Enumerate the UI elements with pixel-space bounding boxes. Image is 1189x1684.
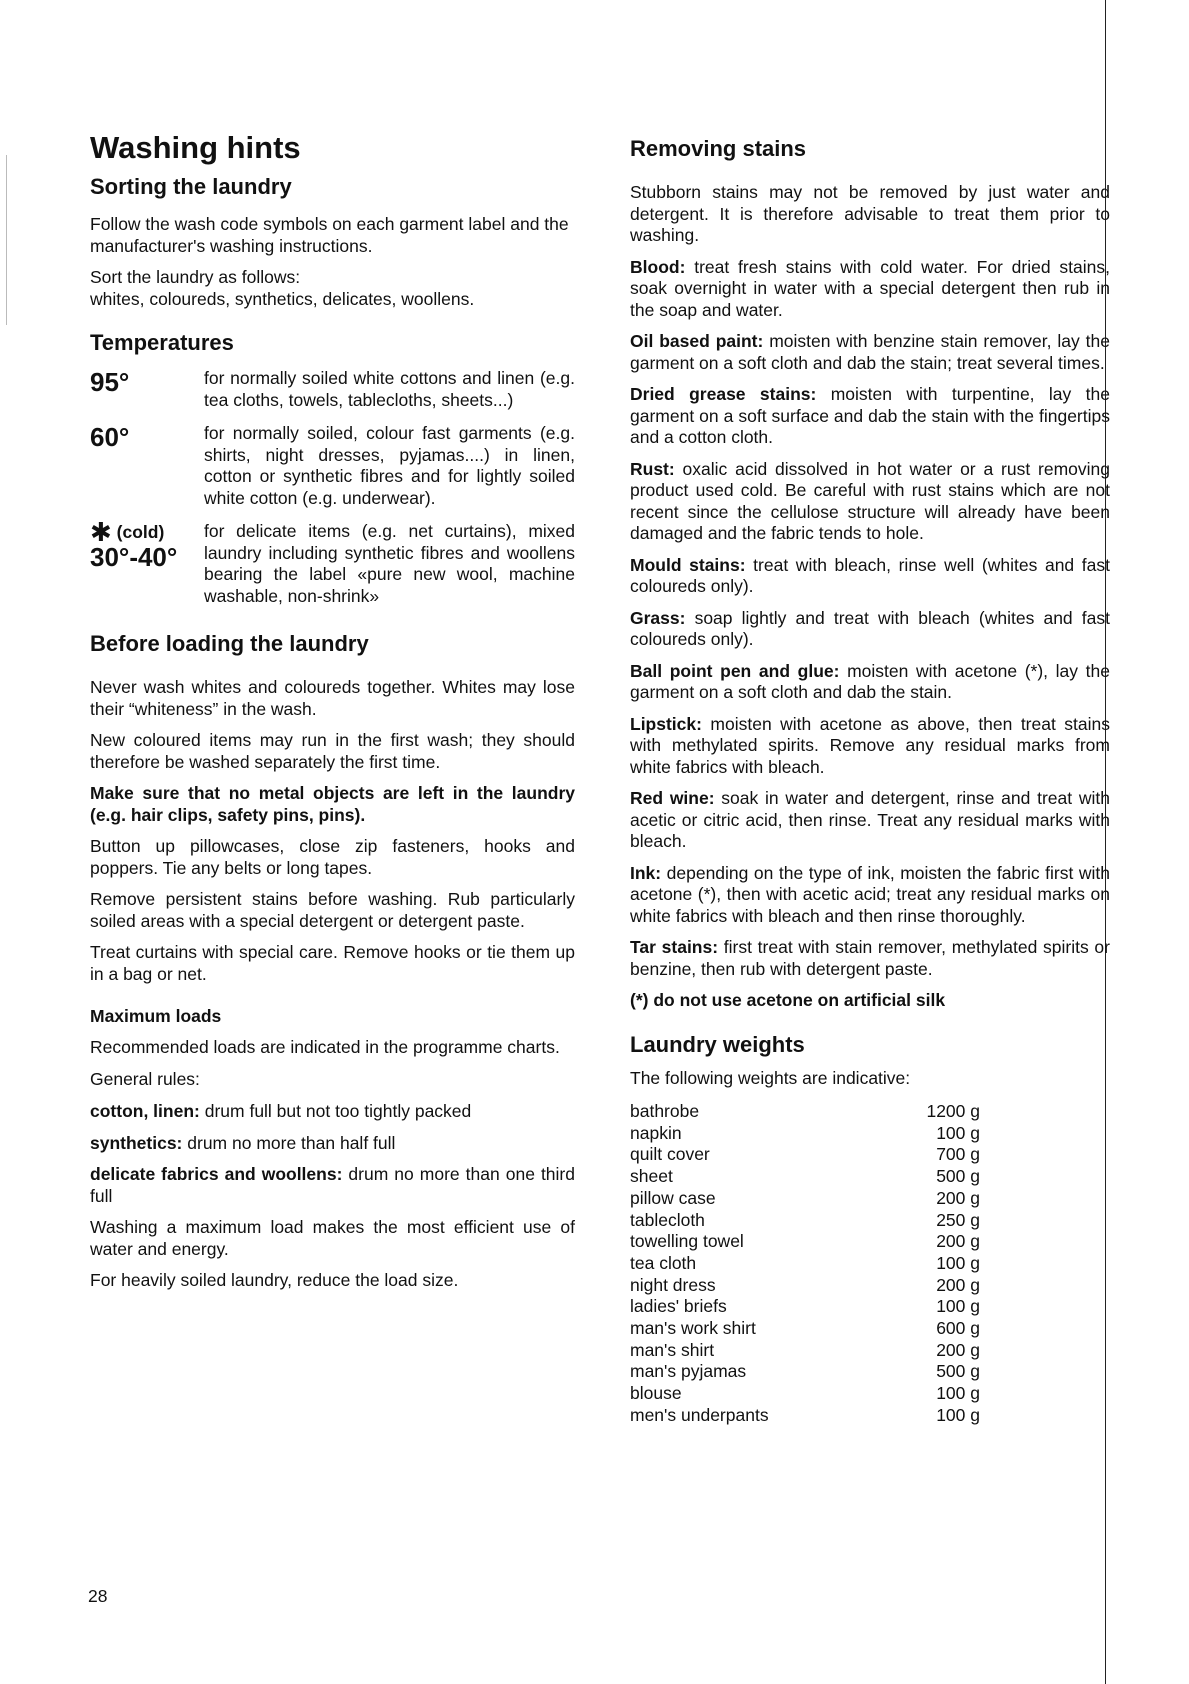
temperature-label-cold <box>90 517 178 572</box>
snowflake-icon: ✱ <box>90 517 112 547</box>
stain-term: Blood: <box>630 256 686 277</box>
weight-value: 500 g <box>936 1166 980 1187</box>
weight-item: man's pyjamas <box>630 1361 747 1382</box>
weights-row <box>630 1318 980 1340</box>
acetone-note: (*) do not use acetone on artificial silk <box>630 990 946 1010</box>
temperature-row-95 <box>90 368 575 411</box>
before-paragraph-5: Remove persistent stains before washing. Rub particularly soiled areas with a special detergent or detergent paste. <box>90 889 575 931</box>
load-rule <box>90 1164 575 1207</box>
weight-item: towelling towel <box>630 1231 744 1252</box>
stain-entry-ink <box>630 863 1110 928</box>
weight-value: 100 g <box>936 1252 980 1273</box>
weight-item: man's shirt <box>630 1339 715 1360</box>
load-rule-term: delicate fabrics and woollens: <box>90 1164 343 1184</box>
loads-paragraph-4: For heavily soiled laundry, reduce the load size. <box>90 1270 459 1290</box>
weights-row <box>630 1405 980 1427</box>
weights-row <box>630 1101 980 1123</box>
stain-term: Lipstick: <box>630 713 702 734</box>
weight-value: 200 g <box>936 1231 980 1252</box>
page-number: 28 <box>88 1586 108 1606</box>
weights-intro: The following weights are indicative: <box>630 1067 911 1088</box>
loads-paragraph-1: Recommended loads are indicated in the programme charts. <box>90 1037 560 1057</box>
weight-item: quilt cover <box>630 1144 710 1165</box>
temperature-label-95: 95° <box>90 367 130 397</box>
stain-text: soak in water and detergent, rinse and treat with acetic or citric acid, then rinse. Treat any residual marks with bleach. <box>630 788 1110 851</box>
stain-term: Ball point pen and glue: <box>630 660 840 681</box>
stain-entry-lipstick <box>630 714 1110 779</box>
stain-text: oxalic acid dissolved in hot water or a rust removing product used cold. Be careful with rust stains which are not recent since the cellulose structure will already have been damaged and the fabric tends to hole. <box>630 458 1110 543</box>
sorting-heading: Sorting the laundry <box>90 174 292 199</box>
stain-entry-ballpoint <box>630 661 1110 704</box>
weights-row <box>630 1188 980 1210</box>
weight-value: 700 g <box>936 1144 980 1165</box>
temperature-text-cold: for delicate items (e.g. net curtains), mixed laundry including synthetic fibres and woollens bearing the label «pure new wool, machine washable, non-shrink» <box>204 521 575 606</box>
before-loading-heading: Before loading the laundry <box>90 631 369 656</box>
weights-row <box>630 1296 980 1318</box>
weight-value: 1200 g <box>926 1101 980 1121</box>
temperature-label-60: 60° <box>90 422 130 452</box>
stain-entry-red-wine <box>630 788 1110 853</box>
before-paragraph-4: Button up pillowcases, close zip fasteners, hooks and poppers. Tie any belts or long tapes. <box>90 836 575 878</box>
metal-objects-warning: Make sure that no metal objects are left in the laundry (e.g. hair clips, safety pins, pins). <box>90 783 575 825</box>
page-title: Washing hints <box>90 130 301 165</box>
load-rule-text: drum full but not too tightly packed <box>199 1101 472 1121</box>
temperature-text-95: for normally soiled white cottons and linen (e.g. tea cloths, towels, tablecloths, sheets...) <box>204 368 575 410</box>
load-rule <box>90 1133 575 1155</box>
stain-term: Rust: <box>630 458 675 479</box>
weight-value: 200 g <box>936 1187 980 1208</box>
weight-value: 100 g <box>936 1383 980 1404</box>
weight-value: 250 g <box>936 1209 980 1230</box>
weight-value: 200 g <box>936 1274 980 1295</box>
weight-value: 100 g <box>936 1122 980 1143</box>
stain-entry-oil-paint <box>630 331 1110 374</box>
stain-entry-rust <box>630 459 1110 545</box>
weight-item: blouse <box>630 1383 682 1404</box>
before-paragraph-6: Treat curtains with special care. Remove hooks or tie them up in a bag or net. <box>90 942 575 984</box>
temperatures-heading: Temperatures <box>90 330 234 355</box>
load-rule-term: cotton, linen: <box>90 1101 200 1121</box>
weight-value: 500 g <box>936 1361 980 1382</box>
sorting-paragraph-2a: Sort the laundry as follows: <box>90 267 301 287</box>
stain-term: Grass: <box>630 607 686 628</box>
weights-row <box>630 1253 980 1275</box>
stain-text: depending on the type of ink, moisten the fabric first with acetone (*), then with acetic acid; treat any residual marks on white fabrics with bleach and then rinse thoroughly. <box>630 862 1110 926</box>
stain-text: moisten with acetone as above, then treat stains with methylated spirits. Remove any residual marks from white fabrics with bleach. <box>630 713 1110 777</box>
stain-text: soap lightly and treat with bleach (whites and fast coloureds only). <box>630 607 1110 649</box>
stain-entry-tar <box>630 937 1110 980</box>
before-paragraph-1: Never wash whites and coloureds together. Whites may lose their “whiteness” in the wash. <box>90 677 575 719</box>
stain-text: treat fresh stains with cold water. For dried stains, soak overnight in water with a special detergent then rub in the soap and water. <box>630 256 1110 320</box>
weight-item: man's work shirt <box>630 1318 756 1339</box>
weights-row <box>630 1166 980 1188</box>
weight-item: tablecloth <box>630 1209 705 1230</box>
weight-value: 600 g <box>936 1318 980 1339</box>
laundry-weights-heading: Laundry weights <box>630 1031 805 1057</box>
stain-entry-grease <box>630 384 1110 449</box>
stain-term: Dried grease stains: <box>630 384 817 404</box>
weight-item: bathrobe <box>630 1101 700 1121</box>
weights-row <box>630 1123 980 1145</box>
cold-label <box>90 517 177 547</box>
temperature-row-60 <box>90 423 575 509</box>
weight-value: 200 g <box>936 1339 980 1360</box>
stain-text: treat with bleach, rinse well (whites and fast coloureds only). <box>630 554 1110 596</box>
weight-item: night dress <box>630 1274 716 1295</box>
weight-item: pillow case <box>630 1187 716 1208</box>
before-paragraph-2: New coloured items may run in the first wash; they should therefore be washed separately the first time. <box>90 730 575 772</box>
stain-entry-mould <box>630 555 1110 598</box>
weights-row <box>630 1210 980 1232</box>
stain-term: Ink: <box>630 862 662 883</box>
weight-item: ladies' briefs <box>630 1296 727 1317</box>
weight-value: 100 g <box>936 1296 980 1317</box>
weight-item: men's underpants <box>630 1404 769 1425</box>
maximum-loads-heading: Maximum loads <box>90 1006 222 1026</box>
stain-text: first treat with stain remover, methylated spirits or benzine, then rub with detergent paste. <box>630 937 1110 979</box>
weights-row <box>630 1383 980 1405</box>
scan-margin-line <box>6 155 7 325</box>
stain-text: moisten with turpentine, lay the garment on a soft surface and dab the stain with the fingertips and a cotton cloth. <box>630 384 1110 447</box>
weight-item: napkin <box>630 1122 682 1143</box>
removing-stains-heading: Removing stains <box>630 136 807 161</box>
weight-item: sheet <box>630 1166 673 1187</box>
weights-row <box>630 1361 980 1383</box>
load-rule-text: drum no more than one third full <box>90 1164 575 1206</box>
stain-term: Oil based paint: <box>630 331 764 351</box>
stain-entry-grass <box>630 608 1110 651</box>
sorting-paragraph-1: Follow the wash code symbols on each garment label and the manufacturer's washing instructions. <box>90 214 569 256</box>
weights-table <box>630 1101 980 1427</box>
temperature-row-cold <box>90 517 575 607</box>
stain-term: Mould stains: <box>630 554 746 575</box>
cold-text: (cold) <box>116 522 165 542</box>
temperature-text-60: for normally soiled, colour fast garments (e.g. shirts, night dresses, pyjamas....) in linen, cotton or synthetic fibres and for lightly soiled white cotton (e.g. underwear). <box>204 423 575 508</box>
sorting-paragraph-2b: whites, coloureds, synthetics, delicates, woollens. <box>90 288 475 309</box>
stain-term: Tar stains: <box>630 937 719 957</box>
weight-item: tea cloth <box>630 1252 697 1273</box>
stain-text: moisten with benzine stain remover, lay the garment on a soft cloth and dab the stain; treat several times. <box>630 331 1110 373</box>
stain-entry-blood <box>630 257 1110 322</box>
stains-intro: Stubborn stains may not be removed by just water and detergent. It is therefore advisable to treat them prior to washing. <box>630 182 1110 245</box>
load-rule-term: synthetics: <box>90 1132 183 1153</box>
load-rule <box>90 1101 575 1123</box>
weights-row <box>630 1340 980 1362</box>
stain-text: moisten with acetone (*), lay the garment on a soft cloth and dab the stain. <box>630 660 1111 702</box>
weights-row <box>630 1144 980 1166</box>
temperature-label-30-40: 30°-40° <box>90 542 178 572</box>
left-column <box>90 130 575 1292</box>
stain-term: Red wine: <box>630 788 715 808</box>
weights-row <box>630 1275 980 1297</box>
weights-row <box>630 1231 980 1253</box>
right-column <box>630 130 1110 1427</box>
loads-paragraph-2: General rules: <box>90 1068 200 1089</box>
load-rule-text: drum no more than half full <box>182 1132 396 1153</box>
loads-paragraph-3: Washing a maximum load makes the most efficient use of water and energy. <box>90 1217 575 1259</box>
weight-value: 100 g <box>936 1404 980 1425</box>
